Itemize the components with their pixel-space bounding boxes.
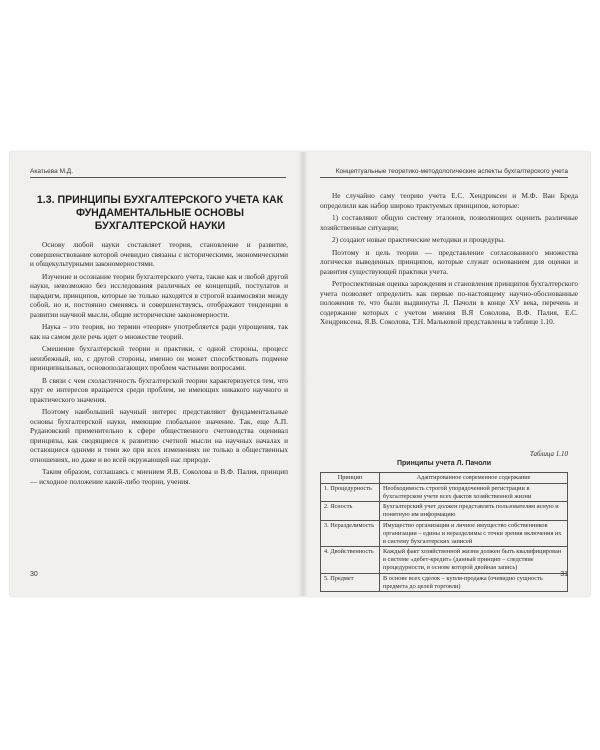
right-body-text	[320, 191, 578, 327]
left-page-number: 30	[30, 571, 38, 578]
table-cell: Имущество организации и личное имущество собственников организации – едины и неразделимы с точки зрения включения их в систему бухгалтерских записей	[380, 520, 568, 546]
paragraph: Изучение и осознание теории бухгалтерского учета, также как и любой другой науки, невозможно без исследования различных ее концепций, постулатов и парадигм, принципов, которые не только находятся в строгой взаимосвязи между собой, но и, постоянно сменяясь и совершенствуясь, отображают тенденции в развитии научной мысли, общие исторические закономерности.	[30, 271, 288, 319]
table-cell: Бухгалтерский учет должен представлять пользователям ясную и понятную им информацию	[380, 502, 568, 521]
column-header: Принцип	[321, 473, 380, 484]
paragraph: Поэтому и цель теории — представление согласованного множества логически выведенных принципов, которые служат основанием для оценки и развития существующей практики учета.	[320, 247, 578, 276]
paragraph: Ретроспективная оценка зарождения и становления принципов бухгалтерского учета позволяет определить как первые по-настоящему научно-обоснованные положения те, что были выдвинуты Л. Пачоли в конце XV века, перечень и содержание которых с учетом мнения В.Я Соколова, В.Ф. Палия, Е.С. Хендриксена, Я.В. Соколова, Т.Н. Мальковой представлены в таблице 1.10.	[320, 279, 578, 326]
table-row	[321, 520, 568, 546]
left-page	[10, 152, 300, 596]
paragraph: Смешение бухгалтерской теории и практики, с одной стороны, процесс неизбежный, но, с другой стороны, именно он может способствовать подмене принципиальных, основополагающих проблем частными вопросами.	[30, 344, 288, 372]
table-cell: 1. Процедурность	[321, 483, 380, 502]
table-cell: 5. Предмет	[321, 573, 380, 592]
paragraph: Поэтому наибольший научный интерес представляют фундаментальные основы бухгалтерской науки, имеющие глобальное значение. Так, еще А.П. Рудановский применительно к сфере общественного счетоводства оценивал принципы, как сводящиеся к развитию счетной мысли на научных началах и остающиеся одними и теми же при всех изменениях не только в общественных отношениях, но даже и во всей окружающей нас природе.	[30, 407, 288, 464]
paragraph: 2) создают новые практические методики и процедуры.	[332, 235, 505, 244]
table-row	[321, 573, 568, 592]
left-body-text	[30, 240, 288, 486]
left-running-header: Акатьева М.Д.	[30, 168, 74, 175]
principles-table	[320, 472, 568, 592]
paragraph: Основу любой науки составляет теория, становление и развитие, совершенствование которой очевидно связаны с историческими, экономическими и общекультурными закономерностями.	[30, 240, 288, 268]
column-header: Адаптированное современное содержание	[380, 473, 568, 484]
table-cell: 3. Неразделимость	[321, 520, 380, 546]
table-label: Таблица 1.10	[529, 450, 568, 458]
table-cell: В основе всех сделок – купля-продажа (очевидно сущность предмета до целей торговли)	[380, 573, 568, 592]
table-title: Принципы учета Л. Пачоли	[396, 460, 492, 467]
table-cell: Каждый факт хозяйственной жизни должен быть квалифицирован в системе «дебет-кредит» (данный принцип – следствие процедурности, в основе которой двойная запись)	[380, 547, 568, 573]
right-running-header: Концептуальные теоретико-методологические аспекты бухгалтерского учета	[335, 168, 568, 175]
table-cell: Необходимость строгой упорядоченной регистрации в бухгалтерском учете всех фактов хозяйственной жизни	[380, 483, 568, 502]
table-row	[321, 502, 568, 521]
table-header-row	[321, 473, 568, 484]
table-row	[321, 547, 568, 573]
table-row	[321, 483, 568, 502]
section-title: 1.3. ПРИНЦИПЫ БУХГАЛТЕРСКОГО УЧЕТА КАК ФУНДАМЕНТАЛЬНЫЕ ОСНОВЫ БУХГАЛТЕРСКОЙ НАУКИ	[36, 194, 284, 232]
right-page-number: 31	[560, 571, 568, 578]
right-page	[306, 152, 590, 596]
paragraph: В связи с чем схоластичность бухгалтерской теории характеризуется тем, что круг ее интересов вращается среди проблем, не имеющих никакого научного и практического значения.	[30, 375, 288, 404]
table-cell: 2. Ясность	[321, 502, 380, 521]
book-spread	[10, 152, 590, 596]
paragraph: 1) составляют общую систему эталонов, позволяющих оценить различные хозяйственные ситуации;	[320, 213, 578, 232]
paragraph: Таким образом, соглашаясь с мнением Я.В. Соколова и В.Ф. Палия, принцип — исходное положение какой-либо теории, учения.	[30, 467, 288, 486]
paragraph: Не случайно саму теорию учета Е.С. Хендриксен и М.Ф. Ван Бреда определили как набор широко трактуемых принципов, которые:	[320, 191, 578, 210]
table-cell: 4. Двойственность	[321, 547, 380, 573]
left-header-rule	[30, 177, 286, 178]
right-header-rule	[320, 177, 568, 178]
paragraph: Наука – это теория, но термин «теория» употребляется ради упрощения, так как на самом деле речь идет о множестве теорий.	[30, 322, 288, 341]
